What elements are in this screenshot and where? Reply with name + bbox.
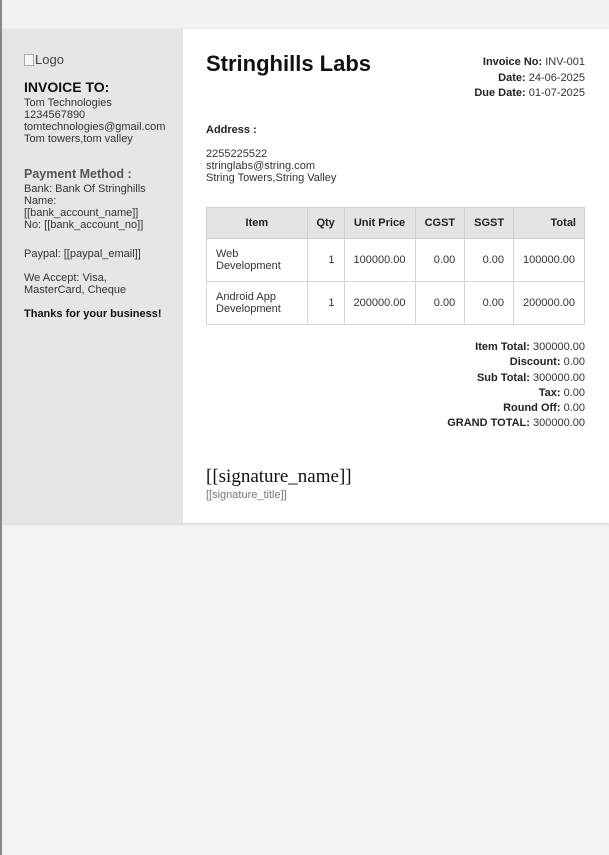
- col-sgst: SGST: [465, 208, 514, 239]
- table-row: [207, 239, 585, 282]
- invoice-meta: [474, 55, 585, 102]
- invoice-number-row: [474, 55, 585, 71]
- item-description: [207, 282, 308, 325]
- item-total: 100000.00: [514, 239, 585, 282]
- col-cgst: CGST: [415, 208, 465, 239]
- col-qty: Qty: [307, 208, 344, 239]
- item-cgst: 0.00: [415, 282, 465, 325]
- item-unit-price: 100000.00: [344, 239, 415, 282]
- item-line: Development: [216, 260, 281, 272]
- item-description: [207, 239, 308, 282]
- due-date: 01-07-2025: [528, 87, 585, 99]
- sub-total-row: [447, 371, 585, 386]
- invoice-sheet: [2, 29, 609, 523]
- due-date-label: Due Date:: [474, 87, 526, 99]
- invoice-main: [183, 29, 609, 523]
- logo-alt-text: Logo: [35, 52, 64, 67]
- client-name: Tom Technologies: [24, 97, 112, 109]
- invoice-date: 24-06-2025: [528, 71, 585, 84]
- item-total: 200000.00: [514, 282, 585, 325]
- item-sgst: 0.00: [465, 282, 514, 325]
- accept-line-1: We Accept: Visa,: [24, 272, 107, 284]
- company-address: [206, 148, 336, 184]
- table-header-row: [207, 208, 585, 239]
- item-qty: 1: [307, 239, 344, 282]
- discount-row: [447, 355, 585, 370]
- bank-account-name: [[bank_account_name]]: [24, 207, 139, 219]
- accepted-payments: [24, 272, 126, 296]
- paypal-line: Paypal: [[paypal_email]]: [24, 248, 141, 260]
- totals-label: Tax:: [538, 386, 561, 399]
- bank-name: Bank: Bank Of Stringhills: [24, 183, 146, 195]
- table-row: [207, 282, 585, 325]
- invoice-number: INV-001: [545, 56, 585, 68]
- top-strip: [2, 0, 609, 29]
- totals-value: 0.00: [563, 356, 585, 369]
- company-email: stringlabs@string.com: [206, 160, 315, 172]
- invoice-number-label: Invoice No:: [482, 56, 543, 68]
- item-total-row: [447, 340, 585, 355]
- totals-value: 300000.00: [533, 341, 585, 353]
- col-item: Item: [207, 208, 308, 239]
- col-unit-price: Unit Price: [344, 208, 415, 239]
- totals-summary: [447, 340, 585, 432]
- accept-line-2: MasterCard, Cheque: [24, 284, 127, 296]
- totals-value: 0.00: [563, 386, 585, 399]
- company-street: String Towers,String Valley: [206, 172, 337, 184]
- payment-method-heading: Payment Method :: [24, 167, 132, 181]
- col-total: Total: [514, 208, 585, 239]
- company-phone: 2255225522: [206, 148, 268, 160]
- totals-label: Item Total:: [475, 341, 530, 353]
- totals-label: Sub Total:: [476, 371, 530, 384]
- invoice-date-label: Date:: [498, 71, 526, 84]
- client-address: Tom towers,tom valley: [24, 133, 133, 145]
- totals-label: Discount:: [509, 356, 561, 369]
- round-off-row: [447, 401, 585, 416]
- totals-value: 300000.00: [533, 371, 585, 384]
- totals-value: 300000.00: [533, 417, 585, 430]
- thanks-note: Thanks for your business!: [24, 308, 162, 320]
- address-label: Address :: [206, 124, 257, 136]
- client-email: tomtechnologies@gmail.com: [24, 121, 166, 133]
- invoice-sidebar: [2, 29, 183, 523]
- item-qty: 1: [307, 282, 344, 325]
- bank-account-no: No: [[bank_account_no]]: [24, 219, 144, 231]
- broken-image-icon: [24, 54, 34, 66]
- items-table: [206, 207, 585, 325]
- invoice-to-section: [24, 81, 165, 145]
- company-name: Stringhills Labs: [206, 51, 372, 76]
- item-line: Android App: [216, 291, 276, 303]
- due-date-row: [474, 86, 585, 102]
- signature-title: [[signature_title]]: [206, 489, 287, 501]
- item-unit-price: 200000.00: [344, 282, 415, 325]
- totals-value: 0.00: [563, 402, 585, 415]
- bank-account-name-label: Name:: [24, 195, 57, 207]
- totals-label: GRAND TOTAL:: [447, 417, 530, 430]
- item-sgst: 0.00: [465, 239, 514, 282]
- payment-method-section: [24, 168, 146, 231]
- signature-name: [[signature_name]]: [206, 466, 352, 487]
- invoice-to-heading: INVOICE TO:: [24, 79, 110, 95]
- item-line: Development: [216, 303, 281, 315]
- company-logo: [24, 52, 64, 67]
- item-cgst: 0.00: [415, 239, 465, 282]
- tax-row: [447, 386, 585, 401]
- totals-label: Round Off:: [503, 402, 561, 415]
- invoice-date-row: [474, 71, 585, 87]
- item-line: Web: [216, 248, 239, 260]
- grand-total-row: [447, 416, 585, 431]
- client-phone: 1234567890: [24, 109, 86, 121]
